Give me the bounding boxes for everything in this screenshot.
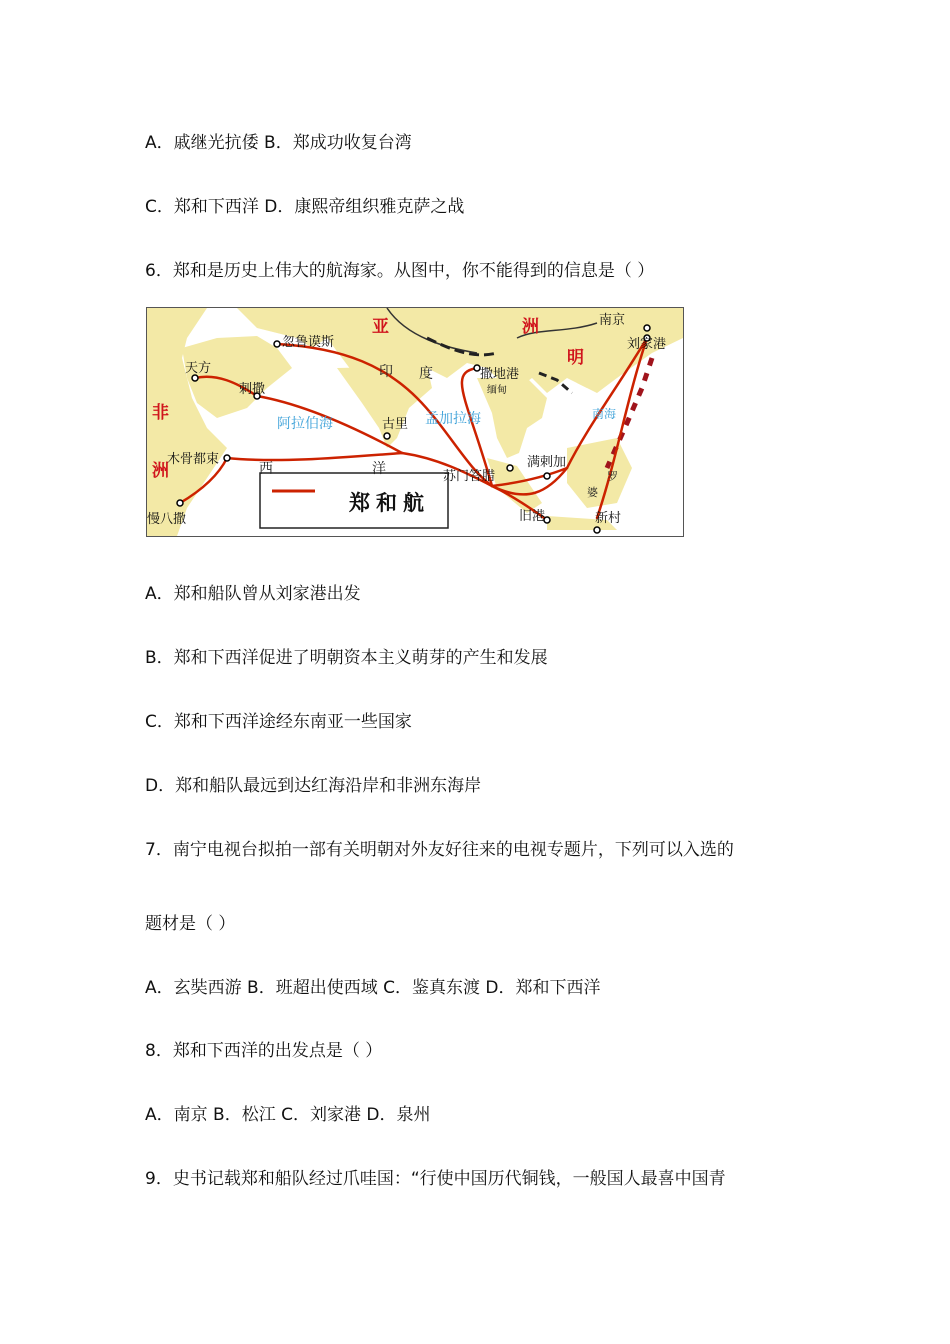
q6-option-c: C．郑和下西洋途经东南亚一些国家 [145,712,412,732]
place-label-sumatra: 苏门答腊 [443,469,496,484]
region-label-asia2: 洲 [522,317,539,337]
sea-label-bengal: 孟加拉海 [425,411,481,427]
map-legend-title: 郑和航 [349,491,430,515]
place-label-mombasa: 慢八撒 [147,512,187,527]
place-label-nanjing: 南京 [599,313,626,328]
place-label-hormuz: 忽鲁谟斯 [282,335,335,350]
sea-label-nanhai: 南海 [592,407,617,421]
q8-stem: 8．郑和下西洋的出发点是（ ） [145,1041,383,1061]
region-label-africa2: 洲 [152,461,169,481]
place-label-calicut: 古里 [382,417,409,432]
region-label-ming: 明 [567,348,584,368]
q8-options: A．南京 B．松江 C．刘家港 D．泉州 [145,1105,431,1125]
place-label-mogadishu: 木骨都束 [167,452,220,467]
place-label-jiugang: 旧港 [519,509,546,524]
q6-stem: 6．郑和是历史上伟大的航海家。从图中，你不能得到的信息是（ ） [145,261,655,281]
region-label-africa1: 非 [152,403,169,423]
zheng-he-voyage-map [146,307,684,537]
place-label-burma: 缅甸 [487,385,507,396]
place-label-tianfang: 天方 [185,361,212,376]
place-label-malacca: 满剌加 [527,455,567,470]
q6-option-d: D．郑和船队最远到达红海沿岸和非洲东海岸 [145,776,482,796]
place-label-liujiagang: 刘家港 [627,337,667,352]
q9-stem: 9．史书记载郑和船队经过爪哇国：“行使中国历代铜钱，一般国人最喜中国青 [145,1169,726,1189]
region-label-du: 度 [419,366,433,382]
q6-option-b: B．郑和下西洋促进了明朝资本主义萌芽的产生和发展 [145,648,548,668]
q7-stem-line-1: 7．南宁电视台拟拍一部有关明朝对外友好往来的电视专题片，下列可以入选的 [145,840,734,860]
place-label-xincun: 新村 [595,511,622,526]
region-label-luo: 罗 [607,470,618,483]
place-label-lasa: 剌撒 [239,382,266,397]
region-label-po: 婆 [587,486,598,499]
region-label-west1: 西 [259,461,273,477]
q6-option-a: A．郑和船队曾从刘家港出发 [145,584,361,604]
region-label-asia1: 亚 [372,317,389,337]
q7-options: A．玄奘西游 B．班超出使西域 C．鉴真东渡 D．郑和下西洋 [145,978,601,998]
region-label-west2: 洋 [372,461,386,477]
q5-options-line-2: C．郑和下西洋 D．康熙帝组织雅克萨之战 [145,197,465,217]
place-label-sadigang: 撒地港 [480,367,520,382]
q7-stem-line-2: 题材是（ ） [145,914,236,934]
sea-label-arabian: 阿拉伯海 [277,416,333,432]
q5-options-line-1: A．戚继光抗倭 B．郑成功收复台湾 [145,133,412,153]
region-label-india: 印 [379,364,393,380]
